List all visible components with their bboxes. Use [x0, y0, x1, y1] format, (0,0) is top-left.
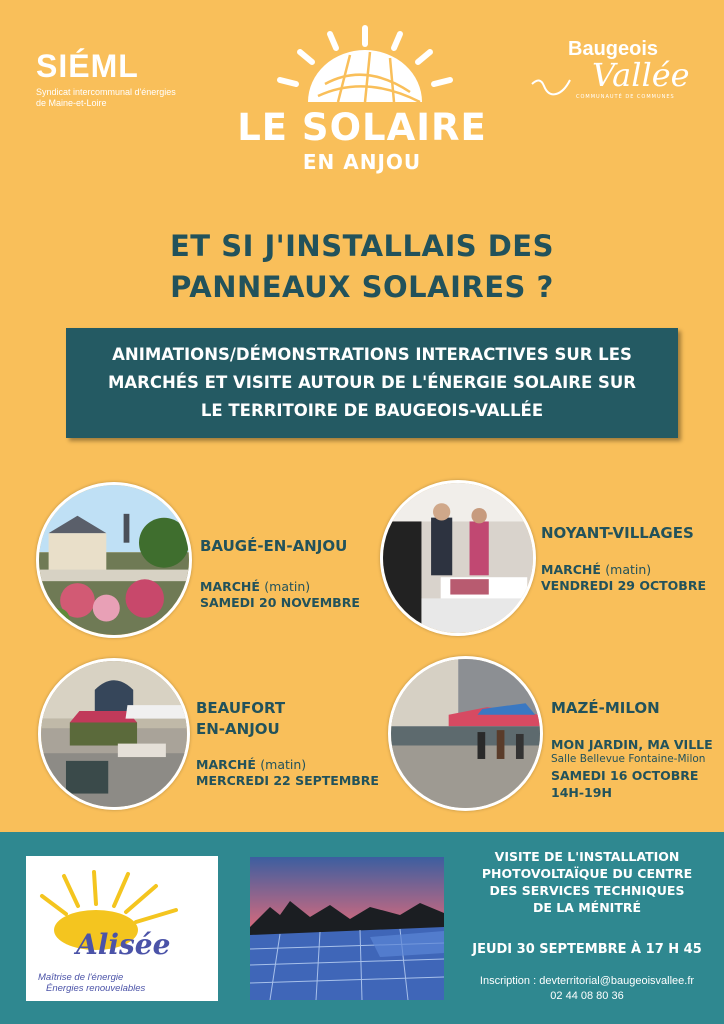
event-date-bauge: SAMEDI 20 NOVEMBRE [200, 595, 360, 610]
event-date-noyant: VENDREDI 29 OCTOBRE [541, 578, 706, 593]
sun-logo-icon [270, 22, 460, 112]
event-type-noyant [541, 562, 651, 578]
event-type-label: MARCHÉ [200, 579, 260, 594]
inscription-phone[interactable]: 02 44 08 80 36 [550, 990, 624, 1002]
info-banner-text [77, 341, 667, 425]
banner-line1: ANIMATIONS/DÉMONSTRATIONS INTERACTIVES SUR LES [112, 345, 632, 364]
visit-title [456, 848, 718, 916]
headline-line1: ET SI J'INSTALLAIS DES [170, 229, 554, 263]
event-type-maze: MON JARDIN, MA VILLE [551, 737, 713, 752]
headline-question [60, 226, 664, 308]
event-type-label: MARCHÉ [541, 562, 601, 577]
event-time: (matin) [260, 757, 307, 772]
inscription-info [456, 974, 718, 1004]
inscription-email[interactable]: devterritorial@baugeoisvallee.fr [539, 975, 695, 987]
event-time: (matin) [605, 562, 652, 577]
event-venue-maze: Salle Bellevue Fontaine-Milon [551, 753, 706, 765]
sieml-logo [36, 48, 176, 109]
photo-bauge-market [36, 482, 192, 638]
alisee-name: Alisée [76, 928, 171, 961]
solar-panel-photo [250, 857, 444, 1000]
alisee-tagline-line2: Énergies renouvelables [46, 983, 146, 994]
visit-title-line4: DE LA MÉNITRÉ [532, 900, 642, 915]
event-type-beaufort [196, 757, 306, 773]
event-town-noyant: NOYANT-VILLAGES [541, 524, 694, 542]
alisee-tagline-line1: Maîtrise de l'énergie [38, 972, 124, 983]
photo-noyant-market [380, 480, 536, 636]
event-town-beaufort [196, 698, 285, 740]
banner-line3: LE TERRITOIRE DE BAUGEOIS-VALLÉE [200, 401, 544, 420]
sieml-logo-mark: SIÉML [36, 48, 139, 84]
event-date-maze: SAMEDI 16 OCTOBRE [551, 768, 699, 783]
inscription-label: Inscription : [479, 975, 537, 987]
banner-line2: MARCHÉS ET VISITE AUTOUR DE L'ÉNERGIE SOLAIRE SUR [107, 373, 637, 392]
event-town-maze: MAZÉ-MILON [551, 699, 660, 717]
baugeois-logo-line1: Baugeois [568, 38, 659, 60]
alisee-logo [26, 856, 218, 1001]
alisee-tagline [38, 972, 145, 994]
campaign-title: LE SOLAIRE [237, 106, 487, 149]
visit-title-line1: VISITE DE L'INSTALLATION [494, 849, 680, 864]
visit-title-line2: PHOTOVOLTAÏQUE DU CENTRE [481, 866, 693, 881]
baugeois-vallee-logo [530, 38, 700, 108]
photo-maze-market [388, 656, 543, 811]
baugeois-logo-line3: COMMUNAUTÉ DE COMMUNES [576, 94, 675, 100]
visit-date: JEUDI 30 SEPTEMBRE À 17 H 45 [472, 942, 702, 957]
event-date-beaufort: MERCREDI 22 SEPTEMBRE [196, 773, 379, 788]
sieml-subtitle: Syndicat intercommunal d'énergies de Maine-et-Loire [36, 87, 176, 108]
photo-beaufort-market [38, 658, 190, 810]
campaign-subtitle: EN ANJOU [302, 150, 422, 174]
event-town-line1: BEAUFORT [196, 699, 286, 717]
wave-icon [530, 72, 600, 102]
baugeois-logo-line2: Vallée [592, 56, 690, 94]
event-town-bauge: BAUGÉ-EN-ANJOU [200, 537, 348, 555]
event-type-label: MARCHÉ [196, 757, 256, 772]
event-type-bauge [200, 579, 310, 595]
visit-title-line3: DES SERVICES TECHNIQUES [489, 883, 685, 898]
info-banner [66, 328, 678, 438]
event-town-line2: EN-ANJOU [196, 720, 280, 738]
headline-line2: PANNEAUX SOLAIRES ? [170, 270, 554, 304]
event-time: (matin) [264, 579, 311, 594]
event-hours-maze: 14H-19H [551, 785, 612, 800]
